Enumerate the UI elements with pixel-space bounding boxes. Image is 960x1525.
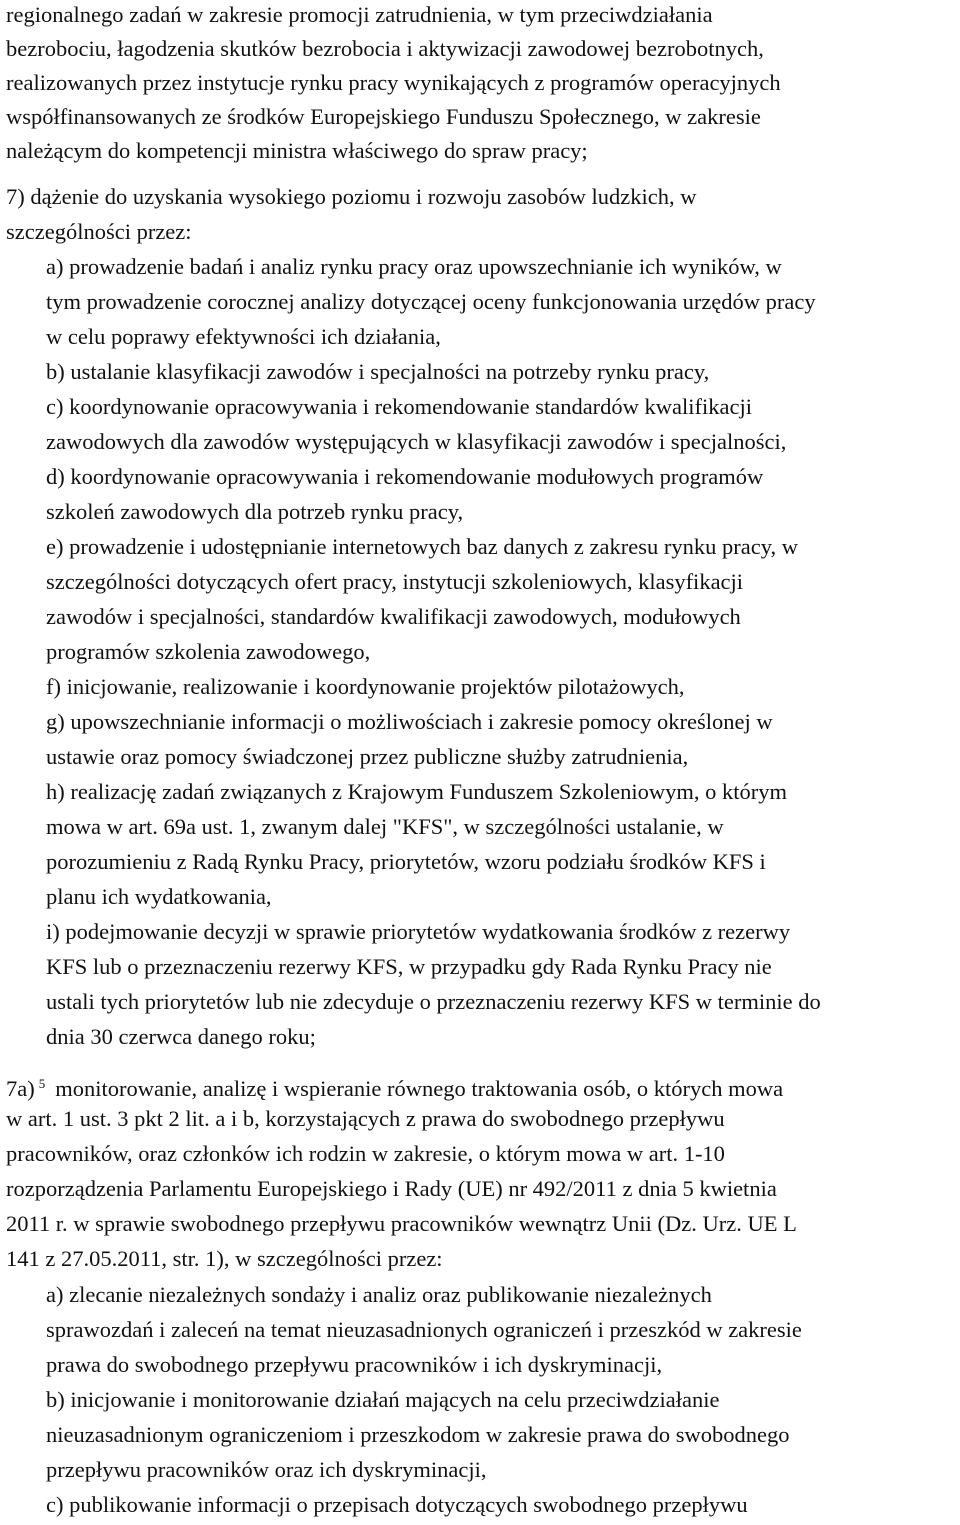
point-7-subitem-line: mowa w art. 69a ust. 1, zwanym dalej "KFS", w szczególności ustalanie, w [46, 814, 724, 839]
point-7-subitem-line: szkoleń zawodowych dla potrzeb rynku pracy, [46, 499, 464, 524]
point-7-subitem-line: c) koordynowanie opracowywania i rekomendowanie standardów kwalifikacji [46, 394, 753, 419]
point-7-subitem-line: h) realizację zadań związanych z Krajowym Funduszem Szkoleniowym, o którym [46, 779, 787, 804]
point-7a-text: monitorowanie, analizę i wspieranie równego traktowania osób, o których mowa [55, 1076, 784, 1101]
point-7-subitem-line: tym prowadzenie corocznej analizy dotyczącej oceny funkcjonowania urzędów pracy [46, 289, 816, 314]
point-7a-line: w art. 1 ust. 3 pkt 2 lit. a i b, korzystających z prawa do swobodnego przepływu [6, 1106, 725, 1131]
point-7-subitem-line: zawodowych dla zawodów występujących w klasyfikacji zawodów i specjalności, [46, 429, 787, 454]
point-7a-subitem-line: c) publikowanie informacji o przepisach dotyczących swobodnego przepływu [46, 1492, 748, 1517]
point-7a-subitem-line: przepływu pracowników oraz ich dyskryminacji, [46, 1457, 487, 1482]
point-7a-subitem-line: b) inicjowanie i monitorowanie działań mających na celu przeciwdziałanie [46, 1387, 720, 1412]
point-7-line: szczególności przez: [6, 219, 192, 244]
point-7-subitem-line: i) podejmowanie decyzji w sprawie priorytetów wydatkowania środków z rezerwy [46, 919, 791, 944]
point-7-subitem-line: f) inicjowanie, realizowanie i koordynowanie projektów pilotażowych, [46, 674, 685, 699]
point-7-subitem-line: a) prowadzenie badań i analiz rynku pracy oraz upowszechnianie ich wyników, w [46, 254, 782, 279]
footnote-marker: 5 [38, 1076, 46, 1091]
point-7-subitem-line: dnia 30 czerwca danego roku; [46, 1024, 316, 1049]
intro-line: realizowanych przez instytucje rynku pracy wynikających z programów operacyjnych [6, 70, 781, 95]
point-7-subitem-line: ustawie oraz pomocy świadczonej przez publiczne służby zatrudnienia, [46, 744, 689, 769]
intro-line: regionalnego zadań w zakresie promocji zatrudnienia, w tym przeciwdziałania [6, 2, 713, 27]
point-7-subitem-line: ustali tych priorytetów lub nie zdecyduje o przeznaczeniu rezerwy KFS w terminie do [46, 989, 821, 1014]
point-7-subitem-line: szczególności dotyczących ofert pracy, instytucji szkoleniowych, klasyfikacji [46, 569, 744, 594]
point-7a-first-line [6, 1069, 783, 1104]
point-7a-subitem-line: prawa do swobodnego przepływu pracowników i ich dyskryminacji, [46, 1352, 663, 1377]
point-7-subitem-line: e) prowadzenie i udostępnianie internetowych baz danych z zakresu rynku pracy, w [46, 534, 798, 559]
point-7-subitem-line: programów szkolenia zawodowego, [46, 639, 371, 664]
point-7-subitem-line: w celu poprawy efektywności ich działania, [46, 324, 441, 349]
intro-line: należącym do kompetencji ministra właściwego do spraw pracy; [6, 138, 588, 163]
point-7a-subitem-line: sprawozdań i zaleceń na temat nieuzasadnionych ograniczeń i przeszkód w zakresie [46, 1317, 802, 1342]
point-7a-number: 7a) [6, 1076, 35, 1101]
point-7-subitem-line: g) upowszechnianie informacji o możliwościach i zakresie pomocy określonej w [46, 709, 773, 734]
point-7-subitem-line: d) koordynowanie opracowywania i rekomendowanie modułowych programów [46, 464, 764, 489]
point-7a-subitem-line: a) zlecanie niezależnych sondaży i analiz oraz publikowanie niezależnych [46, 1282, 712, 1307]
point-7-subitem-line: zawodów i specjalności, standardów kwalifikacji zawodowych, modułowych [46, 604, 741, 629]
point-7-subitem-line: planu ich wydatkowania, [46, 884, 272, 909]
point-7a-line: 2011 r. w sprawie swobodnego przepływu pracowników wewnątrz Unii (Dz. Urz. UE L [6, 1211, 797, 1236]
point-7-line: 7) dążenie do uzyskania wysokiego poziomu i rozwoju zasobów ludzkich, w [6, 184, 697, 209]
point-7a-line: pracowników, oraz członków ich rodzin w zakresie, o którym mowa w art. 1-10 [6, 1141, 725, 1166]
point-7-subitem-line: porozumieniu z Radą Rynku Pracy, priorytetów, wzoru podziału środków KFS i [46, 849, 766, 874]
point-7a-subitem-line: nieuzasadnionym ograniczeniom i przeszkodom w zakresie prawa do swobodnego [46, 1422, 790, 1447]
intro-line: bezrobociu, łagodzenia skutków bezrobocia i aktywizacji zawodowej bezrobotnych, [6, 36, 764, 61]
point-7-subitem-line: b) ustalanie klasyfikacji zawodów i specjalności na potrzeby rynku pracy, [46, 359, 710, 384]
point-7a-line: rozporządzenia Parlamentu Europejskiego i Rady (UE) nr 492/2011 z dnia 5 kwietnia [6, 1176, 777, 1201]
point-7a-line: 141 z 27.05.2011, str. 1), w szczególności przez: [6, 1246, 443, 1271]
point-7-subitem-line: KFS lub o przeznaczeniu rezerwy KFS, w przypadku gdy Rada Rynku Pracy nie [46, 954, 772, 979]
intro-line: współfinansowanych ze środków Europejskiego Funduszu Społecznego, w zakresie [6, 104, 761, 129]
